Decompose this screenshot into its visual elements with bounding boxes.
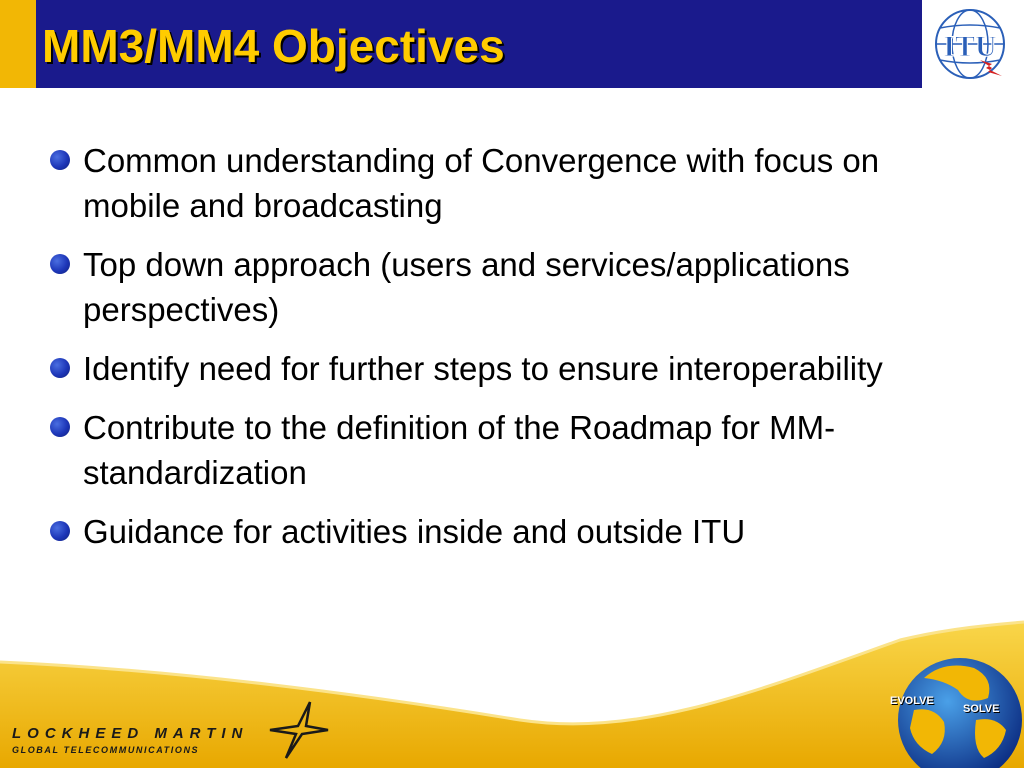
bullet-icon xyxy=(50,521,70,541)
list-item xyxy=(46,138,946,228)
bullet-icon xyxy=(50,254,70,274)
objectives-list xyxy=(46,138,946,568)
globe-label-solve: SOLVE xyxy=(963,703,1000,715)
list-item xyxy=(46,405,946,495)
evolve-solve-globe-icon xyxy=(884,650,1024,768)
list-item xyxy=(46,509,946,554)
company-name: LOCKHEED MARTIN xyxy=(12,725,249,742)
itu-logo-text: ITU xyxy=(943,30,997,63)
bullet-icon xyxy=(50,358,70,378)
list-item-text: Identify need for further steps to ensure interoperability xyxy=(83,350,883,387)
title-accent-strip xyxy=(0,0,36,88)
list-item-text: Top down approach (users and services/applications perspectives) xyxy=(83,246,850,328)
list-item xyxy=(46,346,946,391)
slide-title: MM3/MM4 Objectives xyxy=(42,20,505,72)
globe-label-evolve: EVOLVE xyxy=(890,695,934,707)
lockheed-star-icon xyxy=(266,700,330,760)
bullet-icon xyxy=(50,417,70,437)
bullet-icon xyxy=(50,150,70,170)
itu-logo xyxy=(930,4,1012,84)
list-item xyxy=(46,242,946,332)
list-item-text: Common understanding of Convergence with focus on mobile and broadcasting xyxy=(83,142,880,224)
list-item-text: Guidance for activities inside and outside ITU xyxy=(83,513,746,550)
list-item-text: Contribute to the definition of the Roadmap for MM-standardization xyxy=(83,409,836,491)
company-division: GLOBAL TELECOMMUNICATIONS xyxy=(12,745,200,755)
